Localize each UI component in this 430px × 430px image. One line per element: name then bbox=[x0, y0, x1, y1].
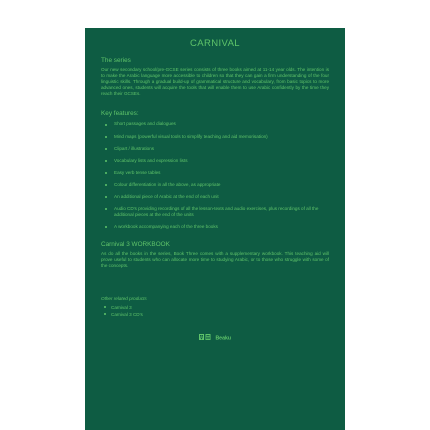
list-item: A workbook accompanying each of the three books bbox=[101, 224, 329, 230]
list-item: An additional piece of Arabic at the end of each unit bbox=[101, 194, 329, 200]
list-item: Carnival 3 bbox=[101, 304, 329, 311]
list-item: Vocabulary lists and expression lists bbox=[101, 158, 329, 164]
list-item: Colour differentiation in all the above, as appropriate bbox=[101, 182, 329, 188]
related-products-heading: Other related products bbox=[101, 295, 147, 301]
workbook-description: As do all the books in the series, Book Three comes with a supplementary workbook. This teaching aid will prove useful to students who can allocate more time to studying Arabic, or to those who struggle with some of the concepts. bbox=[101, 251, 329, 269]
series-heading: The series bbox=[101, 57, 131, 64]
back-cover bbox=[85, 28, 345, 430]
list-item: Short passages and dialogues bbox=[101, 121, 329, 127]
publisher-name: Beaku bbox=[215, 334, 232, 341]
workbook-heading: Carnival 3 WORKBOOK bbox=[101, 241, 170, 249]
list-item: Easy verb tense tables bbox=[101, 170, 329, 176]
series-description: Our new secondary school/pre-GCSE series consists of three books aimed at 11-14 year olds. The intention is to make the Arabic language more accessible to children so that they can gain a firm understanding of the four linguistic skills. Through a gradual build-up of grammatical structure and vocabulary, from basic topics to more advanced ones, students will acquire the tools that will enable them to use Arabic confidently by the time they reach their GCSEs. bbox=[101, 67, 329, 97]
related-products-list bbox=[101, 304, 329, 318]
publisher-logo-icon bbox=[199, 334, 211, 342]
features-heading: Key features: bbox=[101, 110, 139, 118]
list-item: Clipart / illustrations bbox=[101, 146, 329, 152]
list-item: Audio CD's providing recordings of all the lesson-texts and audio exercises, plus recordings of all the additional pieces at the end of the units bbox=[101, 206, 329, 218]
list-item: Carnival 3 CD's bbox=[101, 311, 329, 318]
list-item: Mind maps (powerful visual tools to simplify teaching and aid memorisation) bbox=[101, 134, 329, 140]
features-list bbox=[101, 121, 329, 230]
publisher-block bbox=[101, 334, 329, 342]
book-title: CARNIVAL bbox=[189, 38, 240, 49]
